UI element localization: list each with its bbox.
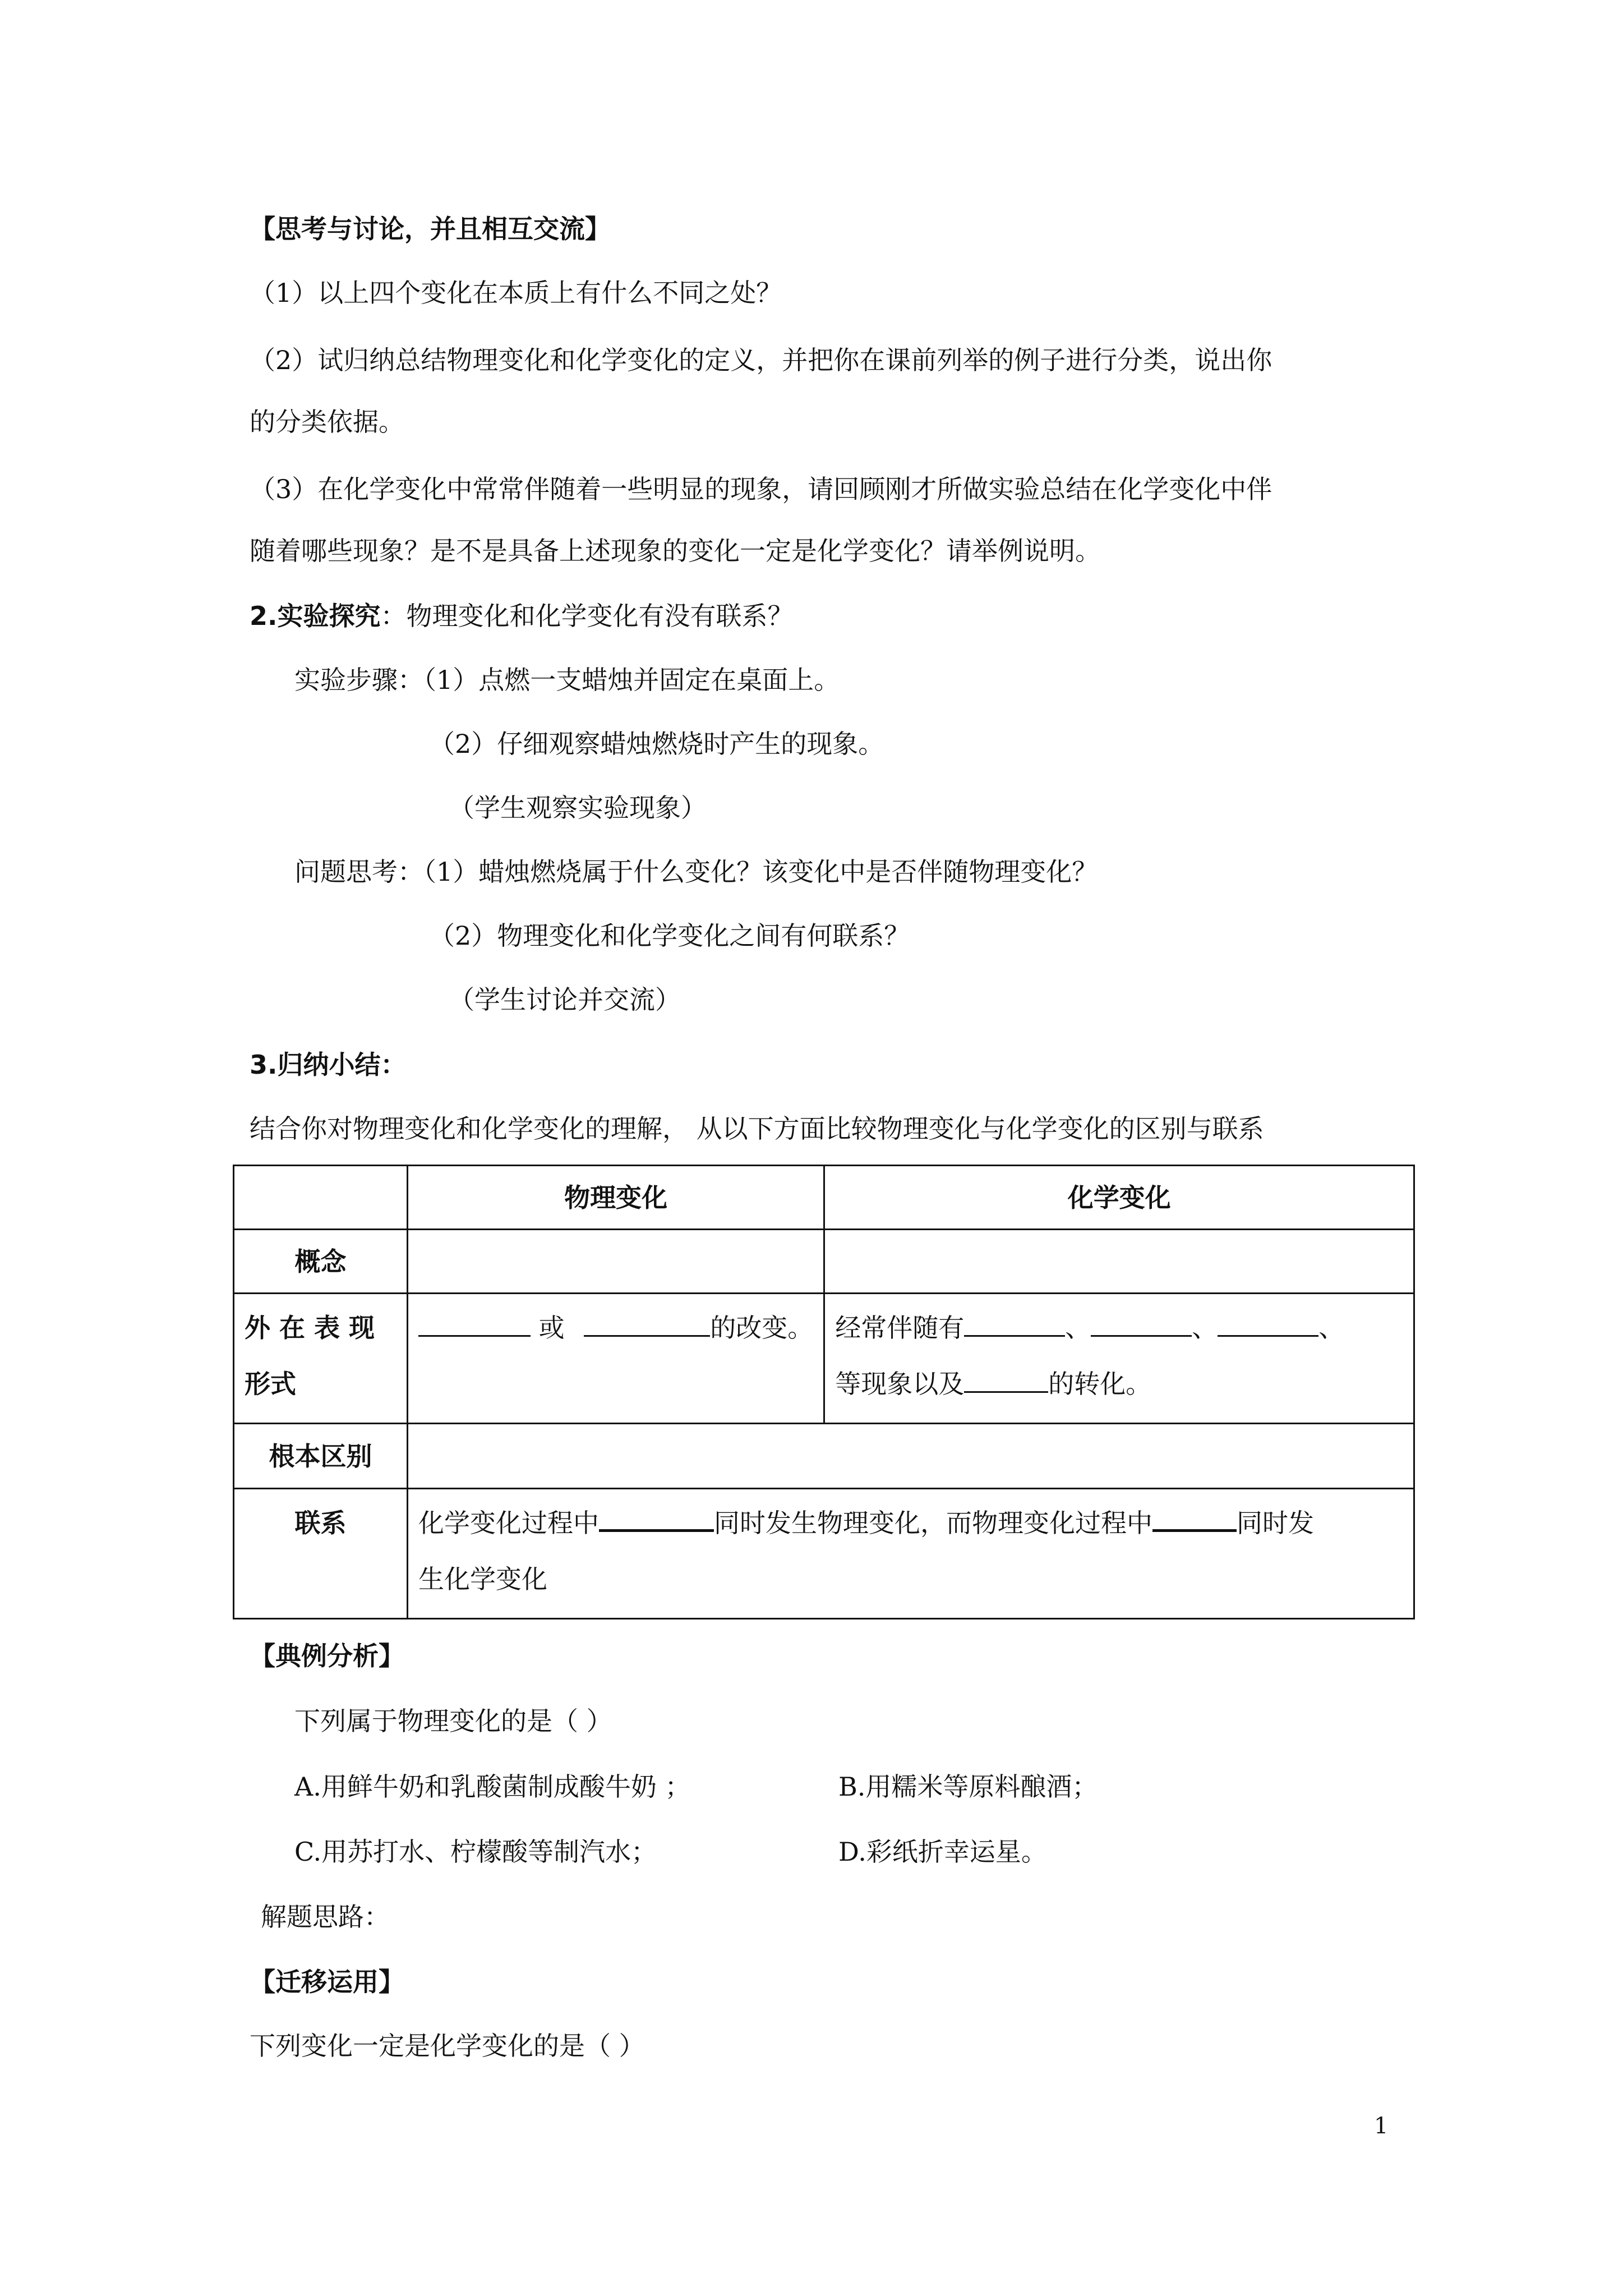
experiment-step-1 — [294, 663, 840, 697]
form-chemical-cell — [824, 1294, 1414, 1424]
solution-label: 解题思路： — [261, 1902, 390, 1932]
concept-chemical-cell — [824, 1230, 1414, 1294]
questions-label: 问题思考： — [294, 857, 423, 887]
table-row-concept — [234, 1230, 1414, 1294]
blank-relation-1 — [599, 1504, 714, 1532]
concept-physical-cell — [408, 1230, 824, 1294]
blank-chemical-2 — [1091, 1310, 1192, 1337]
relation-cell — [408, 1489, 1414, 1619]
discussion-question-3-line-2: 随着哪些现象？是不是具备上述现象的变化一定是化学变化？请举例说明。 — [250, 536, 1101, 566]
blank-relation-2 — [1152, 1504, 1237, 1532]
row-label-concept: 概念 — [234, 1230, 408, 1294]
table-row-relation — [234, 1489, 1414, 1619]
experiment-question-1 — [294, 855, 1098, 889]
table-header-row — [234, 1166, 1414, 1230]
row-label-relation-text: 联系 — [294, 1508, 347, 1538]
chemical-form-sep-2: 、 — [1192, 1313, 1218, 1343]
header-physical-change: 物理变化 — [408, 1166, 824, 1230]
header-chemical-change: 化学变化 — [824, 1166, 1414, 1230]
summary-intro: 结合你对物理变化和化学变化的理解， 从以下方面比较物理变化与化学变化的区别与联系 — [250, 1114, 1264, 1144]
discussion-heading: 【思考与讨论，并且相互交流】 — [250, 214, 611, 244]
difference-cell — [408, 1424, 1414, 1489]
example-option-c: C.用苏打水、柠檬酸等制汽水； — [294, 1837, 657, 1867]
table-corner-cell — [234, 1166, 408, 1230]
example-question: 下列属于物理变化的是（ ） — [294, 1706, 612, 1736]
row-label-form — [234, 1294, 408, 1424]
discussion-question-2-line-1: （2）试归纳总结物理变化和化学变化的定义，并把你在课前列举的例子进行分类，说出你 — [250, 345, 1272, 375]
blank-physical-1 — [418, 1310, 531, 1337]
experiment-title-rest: ：物理变化和化学变化有没有联系？ — [380, 601, 794, 631]
steps-label: 实验步骤： — [294, 665, 423, 695]
transfer-question: 下列变化一定是化学变化的是（ ） — [250, 2031, 645, 2061]
experiment-title — [250, 599, 793, 633]
physical-form-or: 或 — [538, 1313, 565, 1343]
observe-note: （学生观察实验现象） — [449, 793, 707, 823]
form-physical-cell — [408, 1294, 824, 1424]
relation-part-2: 同时发生物理变化，而物理变化过程中 — [714, 1508, 1152, 1538]
example-option-d: D.彩纸折幸运星。 — [838, 1837, 1047, 1867]
relation-line-2: 生化学变化 — [418, 1564, 547, 1594]
comparison-table — [233, 1165, 1415, 1619]
question-1-text: （1）蜡烛燃烧属于什么变化？该变化中是否伴随物理变化？ — [423, 857, 1098, 887]
relation-part-1: 化学变化过程中 — [418, 1508, 599, 1538]
experiment-step-2: （2）仔细观察蜡烛燃烧时产生的现象。 — [429, 729, 884, 759]
discussion-question-1: （1）以上四个变化在本质上有什么不同之处？ — [250, 278, 782, 308]
blank-chemical-3 — [1218, 1310, 1318, 1337]
relation-part-3: 同时发 — [1237, 1508, 1314, 1538]
chemical-form-sep-3: 、 — [1318, 1313, 1345, 1343]
blank-physical-2 — [584, 1310, 710, 1337]
experiment-question-2: （2）物理变化和化学变化之间有何联系？ — [429, 921, 910, 951]
blank-chemical-4 — [964, 1366, 1048, 1393]
table-row-form — [234, 1294, 1414, 1424]
table-row-difference — [234, 1424, 1414, 1489]
example-option-b: B.用糯米等原料酿酒； — [838, 1772, 1098, 1802]
chemical-form-line2-start: 等现象以及 — [835, 1369, 965, 1399]
experiment-title-bold: 2.实验探究 — [250, 601, 381, 631]
chemical-form-sep-1: 、 — [1065, 1313, 1091, 1343]
row-label-relation — [234, 1489, 408, 1619]
transfer-heading: 【迁移运用】 — [250, 1967, 404, 1997]
chemical-form-line2-end: 的转化。 — [1048, 1369, 1152, 1399]
example-heading: 【典例分析】 — [250, 1641, 404, 1671]
row-label-form-line-1: 外 在 表 现 — [245, 1313, 375, 1343]
summary-title: 3.归纳小结： — [250, 1050, 407, 1080]
row-label-difference: 根本区别 — [234, 1424, 408, 1489]
chemical-form-start: 经常伴随有 — [835, 1313, 965, 1343]
discussion-question-3-line-1: （3）在化学变化中常常伴随着一些明显的现象，请回顾刚才所做实验总结在化学变化中伴 — [250, 474, 1272, 504]
discuss-note: （学生讨论并交流） — [449, 984, 681, 1015]
blank-chemical-1 — [964, 1310, 1065, 1337]
page-number: 1 — [1374, 2113, 1389, 2139]
discussion-question-2-line-2: 的分类依据。 — [250, 407, 404, 437]
physical-form-end: 的改变。 — [710, 1313, 814, 1343]
step-1-text: （1）点燃一支蜡烛并固定在桌面上。 — [423, 665, 840, 695]
row-label-form-line-2: 形式 — [245, 1369, 296, 1399]
example-option-a: A.用鲜牛奶和乳酸菌制成酸牛奶 ； — [294, 1772, 691, 1802]
